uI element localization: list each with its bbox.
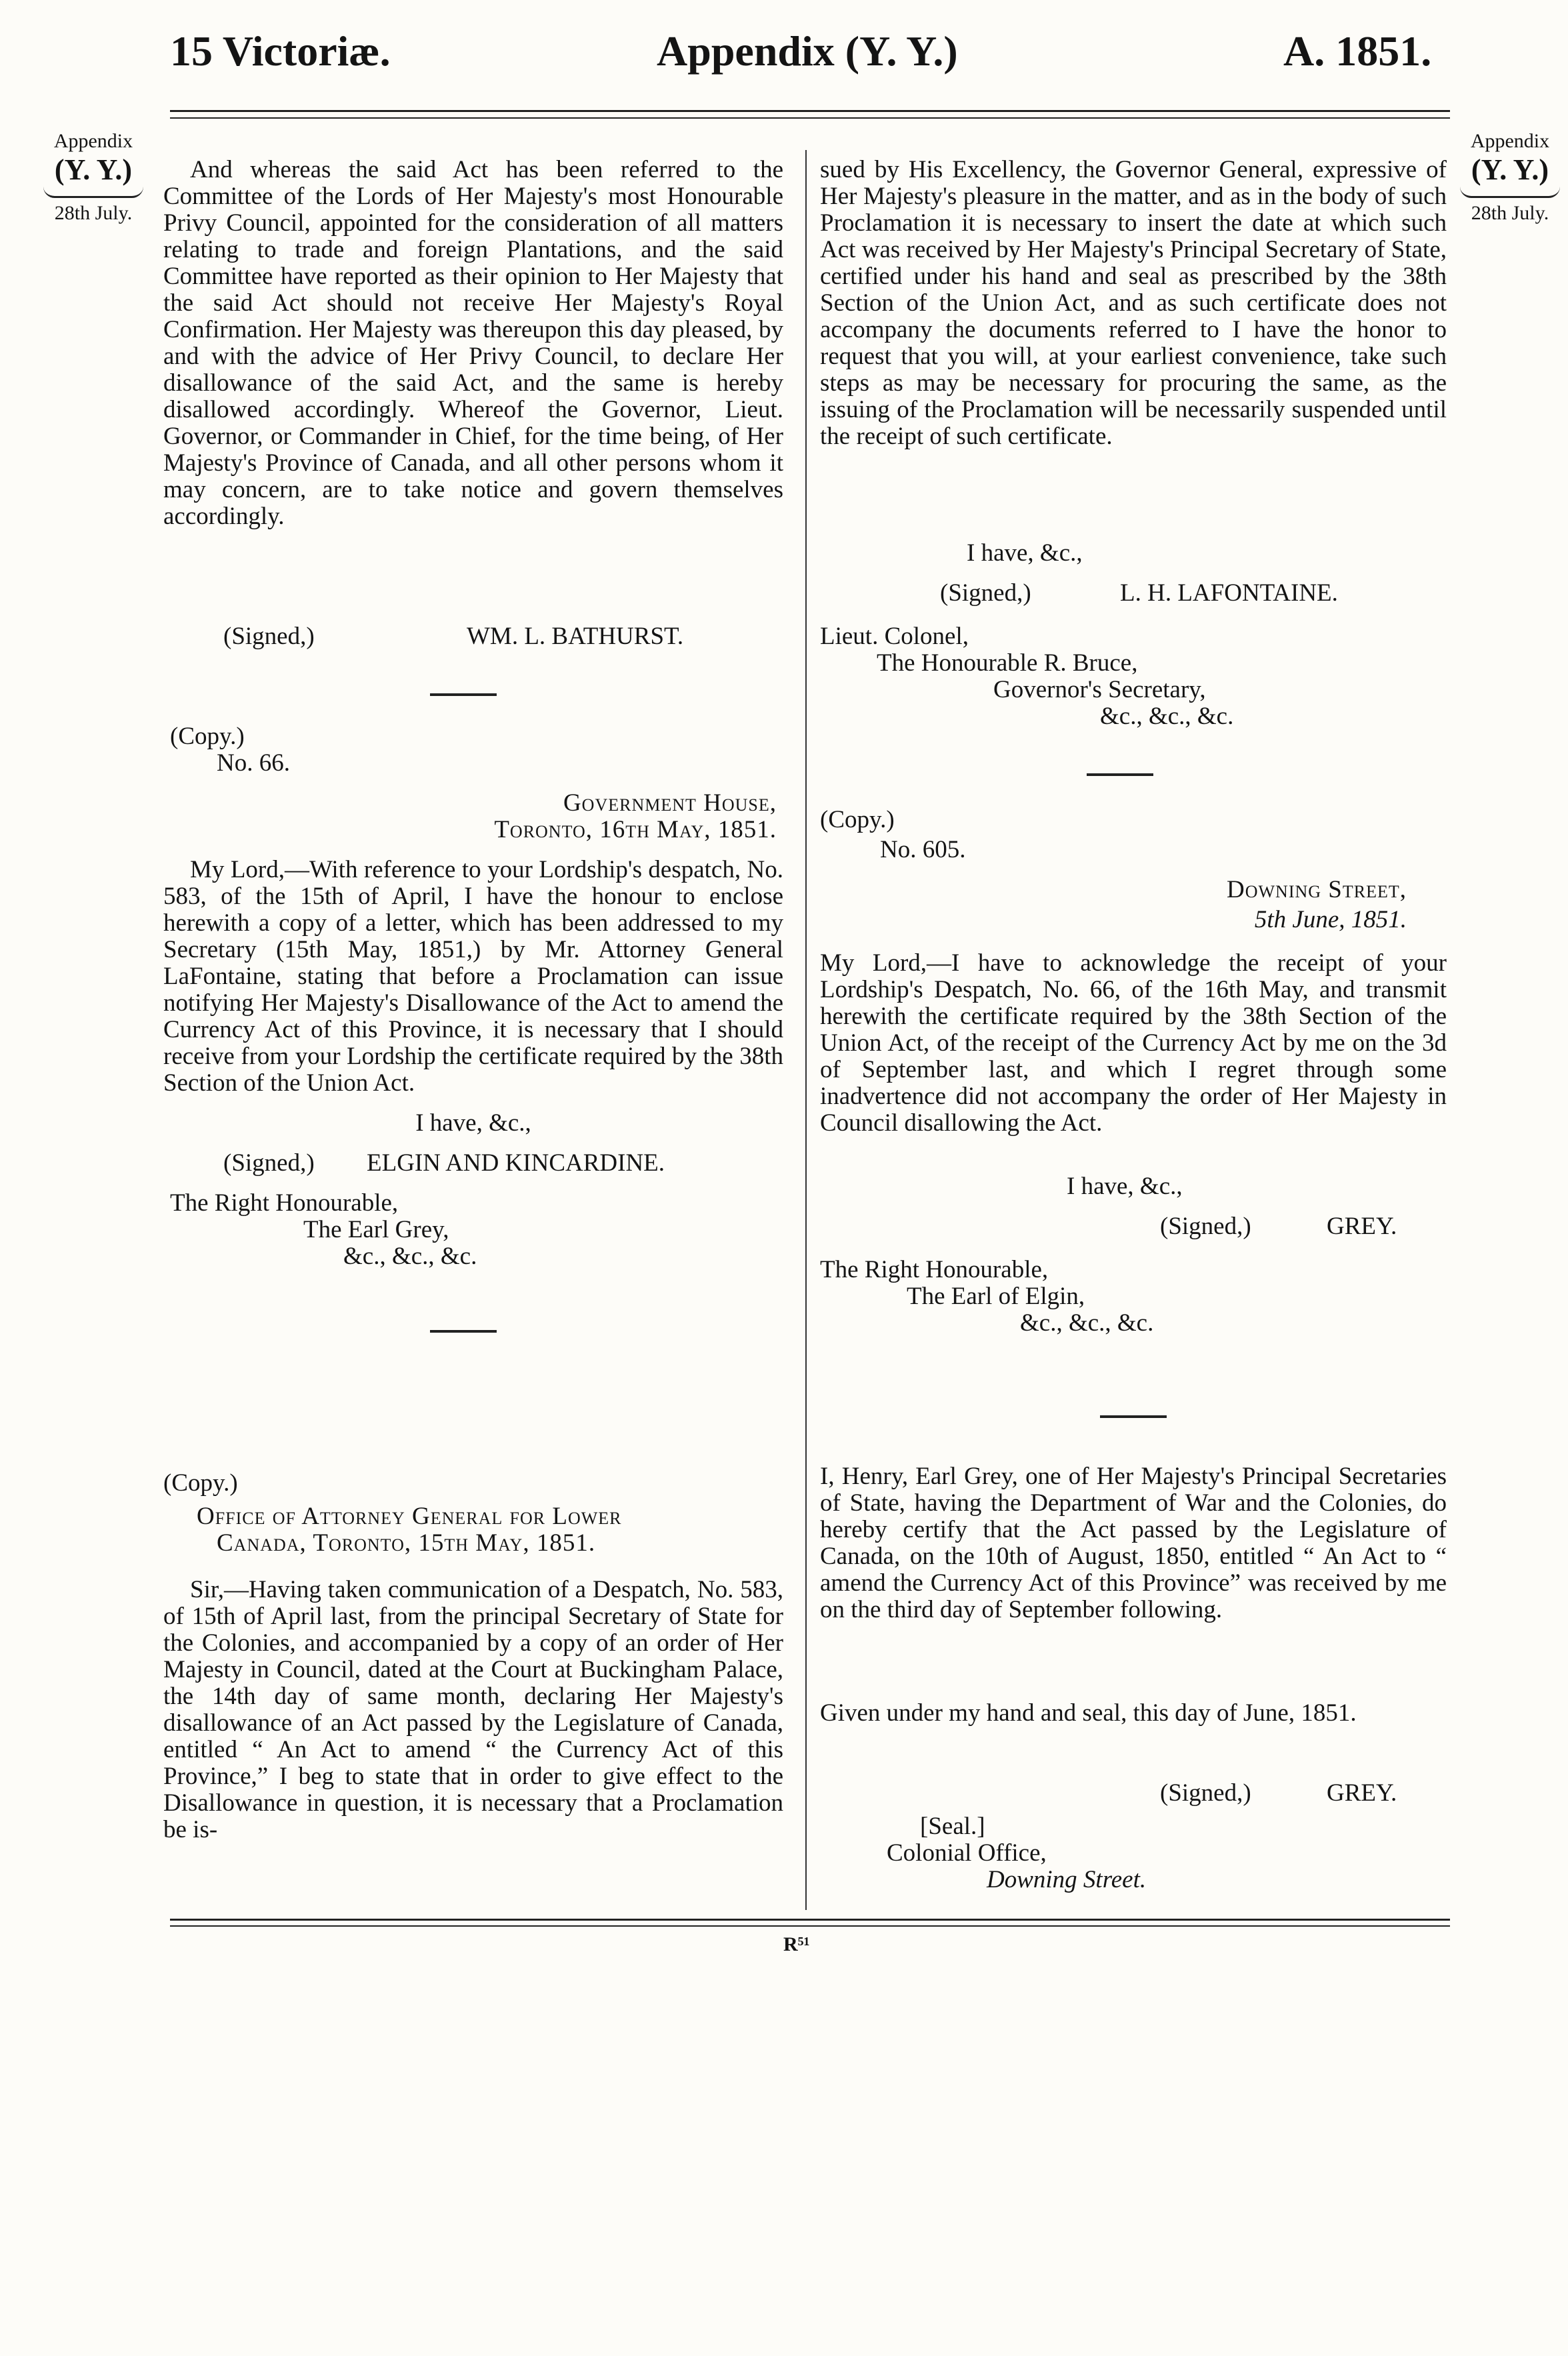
- footer-rule-bottom: [170, 1925, 1450, 1927]
- left-para-lafontaine: [163, 1577, 783, 1843]
- despatch-number: [163, 750, 783, 777]
- address-elgin: [820, 1257, 1447, 1337]
- place-text: Downing Street,: [1227, 876, 1407, 903]
- place-text: Government House,: [563, 789, 777, 817]
- header-session: 15 Victoriæ.: [170, 27, 391, 75]
- margin-left-line1: Appendix: [53, 130, 133, 152]
- signed-label: (Signed,): [1160, 1779, 1251, 1807]
- address-line: Governor's Secretary,: [993, 676, 1206, 703]
- left-para-elgin: [163, 857, 783, 1097]
- copy-label: [163, 1470, 783, 1497]
- order-text: And whereas the said Act has been referred to the Committee of the Lords of Her Majesty's most Honourable Privy Council, appointed for the consideration of all matters relating to trade and foreign Plantations, and the said Committee have reported as their opinion to Her Majesty that the said Act should not receive Her Majesty's Royal Confirmation. Her Majesty was thereupon this day pleased, by and with the advice of Her Privy Council, to declare Her disallowance of the said Act, and the same is hereby disallowed accordingly. Whereof the Governor, Lieut. Governor, or Commander in Chief, for the time being, of Her Majesty's Province of Canada, and all other persons whom it may concern, are to take notice and govern themselves accordingly.: [163, 156, 783, 530]
- date-text: Toronto, 16th May, 1851.: [494, 816, 777, 843]
- section-rule: [1087, 773, 1153, 776]
- ihave-text: I have, &c.,: [415, 1109, 531, 1137]
- seal-text: [Seal.]: [920, 1813, 985, 1840]
- address-line: The Right Honourable,: [170, 1189, 399, 1217]
- address-grey: [163, 1190, 783, 1270]
- header-rule-bottom: [170, 117, 1450, 119]
- address-bruce: [820, 623, 1447, 730]
- lafontaine-letter-text: Sir,—Having taken communication of a Despatch, No. 583, of 15th of April last, from the principal Secretary of State for the Colonies, and accompanied by a copy of an order of Her Majesty in Council, dated at the Court at Buckingham Palace, the 14th day of same month, declaring Her Majesty's disallowance of an Act passed by the Legislature of Canada, entitled “ An Act to amend “ the Currency Act of this Province,” I beg to state that in order to give effect to the Disallowance in question, it is necessary that a Proclamation be is-: [163, 1576, 783, 1843]
- address-line: The Right Honourable,: [820, 1256, 1049, 1283]
- signer-name: WM. L. BATHURST.: [467, 623, 684, 650]
- certificate-body: I, Henry, Earl Grey, one of Her Majesty's Principal Secretaries of State, having the Department of War and the Colonies, do hereby certify that the Act passed by the Legislature of Canada, on the 10th of August, 1850, entitled “ An Act to “ amend the Currency Act of this Province” was received by me on the third day of September following.: [820, 1463, 1447, 1623]
- despatch-date: [820, 907, 1447, 933]
- closing-ihave: [820, 540, 1447, 567]
- margin-right-line1: Appendix: [1470, 130, 1550, 152]
- address-line: &c., &c., &c.: [343, 1243, 477, 1270]
- office-line1: Colonial Office,: [887, 1839, 1047, 1867]
- footer-rule-top: [170, 1919, 1450, 1921]
- despatch-number-text: No. 66.: [217, 749, 290, 777]
- lafontaine-letter-continued: sued by His Excellency, the Governor General, expressive of Her Majesty's pleasure in the matter, and as in the body of such Proclamation it is necessary to insert the date at which such Act was received by Her Majesty's Principal Secretary of State, certified under his hand and seal as prescribed by the 38th Section of the Union Act, and as such certificate does not accompany the documents referred to I have the honor to request that you will, at your earliest convenience, take such steps as may be necessary for procuring the same, as the issuing of the Proclamation will be necessarily suspended until the receipt of such certificate.: [820, 156, 1447, 450]
- margin-left-line3: 28th July.: [54, 202, 133, 225]
- page-header: [0, 27, 1568, 93]
- signer-name: L. H. LAFONTAINE.: [1120, 579, 1338, 607]
- signed-label: (Signed,): [223, 1149, 315, 1177]
- left-column: [163, 150, 783, 1910]
- closing-ihave: [163, 1110, 783, 1137]
- office-heading: [163, 1503, 783, 1557]
- page-number: R⁵¹: [783, 1933, 810, 1955]
- margin-left-brace: [43, 187, 143, 198]
- despatch-place: [820, 877, 1447, 903]
- left-para-order: [163, 157, 783, 530]
- section-rule: [430, 693, 497, 696]
- signed-label: (Signed,): [1160, 1213, 1251, 1240]
- seal-and-office: [820, 1813, 1447, 1893]
- despatch-number: [820, 837, 1447, 863]
- office-line2: Downing Street.: [987, 1866, 1147, 1893]
- certificate-text: [820, 1463, 1447, 1623]
- margin-left-line2: (Y. Y.): [54, 153, 133, 186]
- copy-label: [820, 807, 1447, 833]
- right-para-grey: [820, 950, 1447, 1137]
- closing-ihave: [820, 1173, 1447, 1200]
- copy-text: (Copy.): [170, 723, 245, 750]
- margin-note-left: [37, 130, 150, 225]
- given-text: Given under my hand and seal, this day of June, 1851.: [820, 1699, 1357, 1727]
- copy-text: (Copy.): [820, 806, 895, 833]
- section-rule: [1100, 1415, 1167, 1418]
- office-line1: Office of Attorney General for Lower: [197, 1503, 622, 1530]
- right-column: [820, 150, 1447, 1910]
- signer-name: GREY.: [1327, 1213, 1397, 1240]
- margin-note-right: [1453, 130, 1567, 225]
- elgin-letter-text: My Lord,—With reference to your Lordship's despatch, No. 583, of the 15th of April, I have the honour to enclose herewith a copy of a letter, which has been addressed to my Secretary (15th May, 1851,) by Mr. Attorney General LaFontaine, stating that before a Proclamation can issue notifying Her Majesty's Disallowance of the Act to amend the Currency Act of this Province, it is necessary that I should receive from your Lordship the certificate required by the 38th Section of the Union Act.: [163, 856, 783, 1097]
- office-line2: Canada, Toronto, 15th May, 1851.: [217, 1529, 596, 1557]
- margin-right-line2: (Y. Y.): [1471, 153, 1549, 186]
- signer-name: GREY.: [1327, 1779, 1397, 1807]
- address-line: Lieut. Colonel,: [820, 623, 969, 650]
- signer-name: ELGIN AND KINCARDINE.: [367, 1149, 665, 1177]
- address-line: &c., &c., &c.: [1100, 703, 1234, 730]
- ihave-text: I have, &c.,: [1067, 1173, 1183, 1200]
- section-rule: [430, 1330, 497, 1333]
- despatch-place: [163, 790, 783, 817]
- address-line: The Earl of Elgin,: [907, 1283, 1085, 1310]
- column-divider: [805, 150, 807, 1910]
- address-line: The Earl Grey,: [303, 1216, 449, 1243]
- despatch-date: [163, 817, 783, 843]
- ihave-text: I have, &c.,: [967, 539, 1083, 567]
- signed-label: (Signed,): [940, 579, 1031, 607]
- signed-label: (Signed,): [223, 623, 315, 650]
- given-under-hand: [820, 1700, 1447, 1727]
- header-appendix: Appendix (Y. Y.): [657, 27, 958, 75]
- date-text: 5th June, 1851.: [1254, 906, 1407, 933]
- address-line: The Honourable R. Bruce,: [877, 649, 1138, 677]
- copy-label: [163, 723, 783, 750]
- copy-text: (Copy.): [163, 1469, 238, 1497]
- margin-right-line3: 28th July.: [1471, 202, 1549, 225]
- right-para-continued: [820, 157, 1447, 450]
- address-line: &c., &c., &c.: [1020, 1309, 1154, 1337]
- despatch-number-text: No. 605.: [880, 836, 966, 863]
- margin-right-brace: [1460, 187, 1560, 198]
- grey-letter-text: My Lord,—I have to acknowledge the receipt of your Lordship's Despatch, No. 66, of the 16th May, and transmit herewith the certificate required by the 38th Section of the Union Act, of the receipt of the Currency Act by me on the 3d of September last, and which I regret through some inadvertence did not accompany the order of Her Majesty in Council disallowing the Act.: [820, 949, 1447, 1137]
- header-year: A. 1851.: [1283, 27, 1432, 75]
- header-rule-top: [170, 110, 1450, 112]
